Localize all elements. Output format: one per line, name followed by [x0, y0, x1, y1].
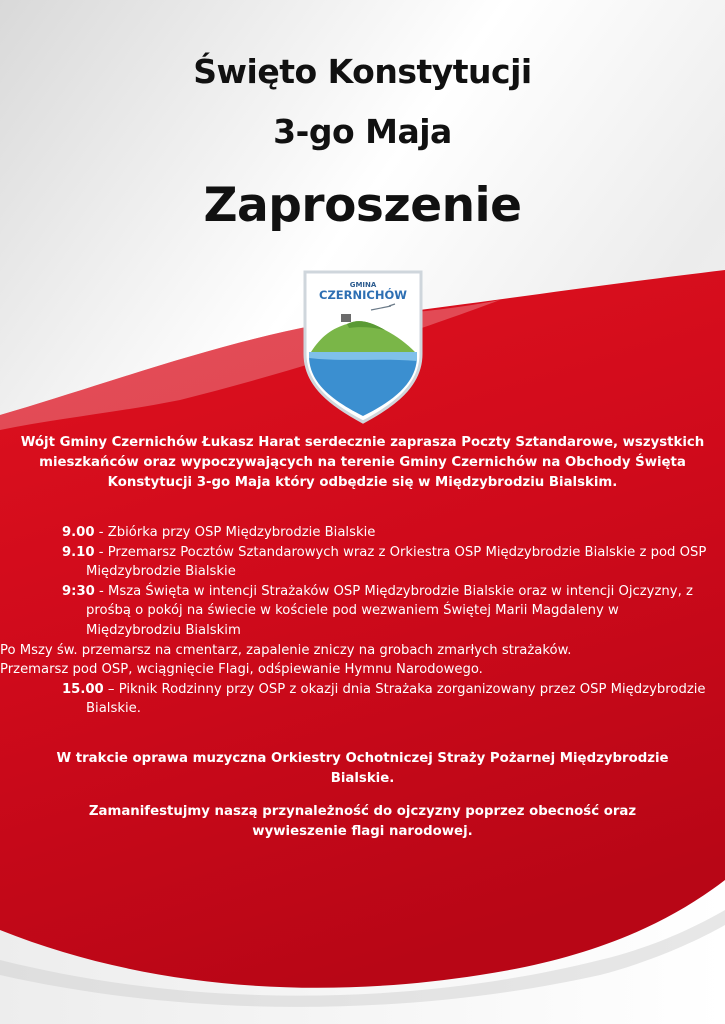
agenda-text: - Przemarsz Pocztów Sztandarowych wraz z Orkiestra OSP Międzybrodzie Bialskie z pod OSP Międzybrodzie Bialskie: [86, 544, 707, 580]
gmina-czernichow-logo: [301, 266, 425, 426]
logo-castle: [341, 314, 351, 322]
logo-label-small: GMINA: [349, 281, 377, 289]
title-line-2: 3-go Maja: [273, 112, 452, 151]
agenda-item: [62, 523, 712, 543]
agenda-time: 9.10: [62, 544, 95, 560]
music-note: W trakcie oprawa muzyczna Orkiestry Ochotniczej Straży Pożarnej Międzybrodzie Bialskie.: [56, 751, 669, 786]
agenda-item: [0, 660, 712, 680]
agenda-item: [62, 582, 712, 641]
agenda-time: 9.00: [62, 525, 95, 540]
closing-appeal: Zamanifestujmy naszą przynależność do ojczyzny poprzez obecność oraz wywieszenie flagi narodowej.: [88, 804, 637, 839]
agenda-item: [62, 543, 712, 582]
agenda-text: Po Mszy św. przemarsz na cmentarz, zapalenie zniczy na grobach zmarłych strażaków.: [0, 642, 572, 658]
intro-paragraph: Wójt Gminy Czernichów Łukasz Harat serdecznie zaprasza Poczty Sztandarowe, wszystkich mieszkańców oraz wypoczywających na terenie Gminy Czernichów na Obchody Święta Konstytucji 3-go Maja który odbędzie się w Międzybrodziu Bialskim.: [20, 435, 705, 490]
agenda-text: – Piknik Rodzinny przy OSP z okazji dnia Strażaka zorganizowany przez OSP Międzybrodzie Bialskie.: [86, 681, 706, 717]
agenda-time: 15.00: [62, 681, 104, 697]
agenda-text: - Zbiórka przy OSP Międzybrodzie Bialskie: [94, 525, 376, 540]
agenda-item: [0, 641, 712, 661]
agenda-list: [0, 523, 712, 719]
title-line-1: Święto Konstytucji: [193, 52, 532, 91]
agenda-text: - Msza Święta w intencji Strażaków OSP Międzybrodzie Bialskie oraz w intencji Ojczyzny, z prośbą o pokój na świecie w kościele pod wezwaniem Świętej Marii Magdaleny w Międzybrodziu Bialskim: [86, 583, 693, 638]
agenda-time: 9:30: [62, 583, 95, 599]
logo-label-big: CZERNICHÓW: [319, 288, 407, 302]
logo-water: [309, 352, 417, 416]
agenda-text: Przemarsz pod OSP, wciągnięcie Flagi, odśpiewanie Hymnu Narodowego.: [0, 662, 483, 678]
invitation-heading: Zaproszenie: [203, 178, 522, 233]
agenda-item: [62, 680, 712, 719]
